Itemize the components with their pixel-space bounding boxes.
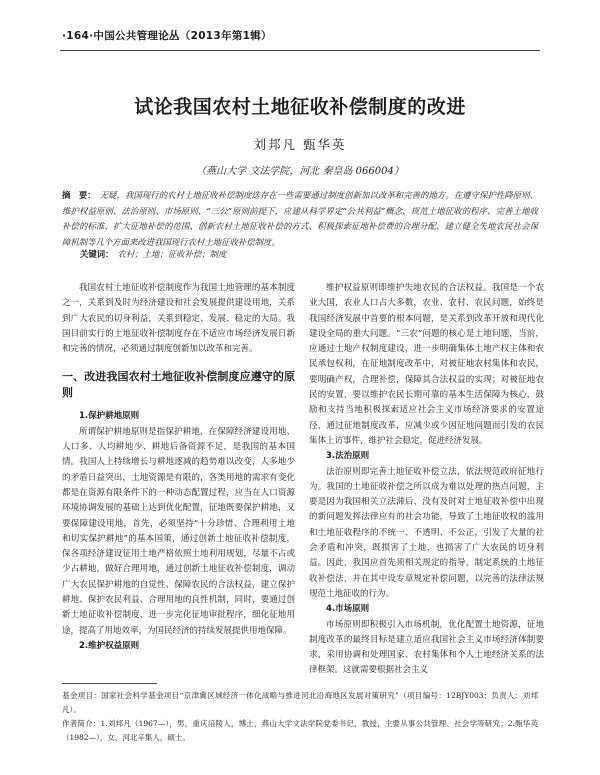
subheading-2: 2.维护权益原则 [79,640,140,651]
paragraph-4: 市场原则即积极引入市场机制，优化配置土地资源，征地制度改革的最终目标是建立适应我国社会主义市场经济体制要求，采用协调和处理国家、农村集体和个人土地经济关系的法律框架。这就需要根据社会主义 [309,619,544,676]
running-header: ·164·中国公共管理论丛（2013年第1辑） [62,30,272,42]
abstract-text: 无疑，我国现行的农村土地征收补偿制度迭存在一些需要通过制度创新加以改革和完善的地方。在遵守保护性降原则、维护权益原则、法治原则、市场原则、“三公”原则前提下，应建从科学界定“公共利益”概念、规范土地征收的程序、完善土地收补偿的标准、扩大征地补偿的范围、创新农村土地征收补偿的方式、积极探索征地补偿费的合理分配、建立健全失地农民社会保障机制等几个方面来改进我国现行农村土地征收补偿制度。 [62,190,538,247]
left-column [62,281,295,654]
footnote-fund: 基金项目：国家社会科学基金项目“京津冀区域经济一体化战略与推进河北沿海地区发展对策研究”（项目编号：12BJY003；负责人：刘邦凡）。 [62,691,538,714]
footnotes [62,689,538,745]
abstract [62,188,538,250]
paragraph-3: 法治原则即完善土地征收补偿立法，依法规范政府征地行为。我国的土地征收补偿之所以成为难以处理的热点问题，主要是因为我国相关立法滞后、没有及时对土地征收补偿中出现的新问题发挥法律应有的社会功能，导致了土地征收权的滥用和土地征收程序的不统一、不透明、不公正，引发了大量的社会矛盾和冲突，既损害了土地，也损害了广大农民的切身利益。因此，我国应首先须相关规定的指导，制定系统的土地征收补偿法，并在其中设专章规定补偿问题，以完善的法律法规规范土地征收的行为。 [309,466,544,599]
authors: 刘邦凡 甄华英 [253,137,347,152]
header-rule [60,50,540,51]
footnote-rule [62,683,157,684]
keywords [80,248,226,260]
section-heading: 一、改进我国农村土地征收补偿制度应遵守的原则 [62,370,295,400]
subheading-4: 4.市场原则 [326,604,370,615]
right-column [309,281,544,679]
keywords-text: 农村；土地；征收补偿；制度 [117,249,227,259]
abstract-label: 摘 要： [62,190,96,200]
subheading-3: 3.法治原则 [326,451,370,462]
keywords-label: 关键词： [80,249,114,259]
paragraph-2: 维护权益原则即维护失地农民的合法权益。我国是一个农业大国，农业人口占大多数，农业、农村、农民问题，始终是我国经济发展中首要的根本问题，是关系到改革开放和现代化建设全局的重大问题。“三农”问题的核心是土地问题，当前，应通过土地产权制度建设，进一步明确集体土地产权主体和农民承包权利，在征地制度改革中，对被征地农村集体和农民，要明确产权，合理补偿，保障其合法权益的实现；对被征地农民的安置，要以维护农民长期可靠的基本生活保障为核心，鼓励和支持当地积极探索适应社会主义市场经济要求的安置途径，通过征地制度改革，应减少或少因征地问题而引发的农民集体上访事件，维护社会稳定，促进经济发展。 [309,283,544,446]
affiliation: （燕山大学 文法学院，河北 秦皇岛 066004） [196,166,404,177]
paragraph-1: 所谓保护耕地原则是指保护耕地，在保障经济建设用地、人口多、人均耕地少、耕地后备资源不足，是我国的基本国情。我国人上持续增长与耕地逐减的趋势难以改变，人多地少的矛盾日益突出，土地资源是有限的，各类用地的需求有变化都是在资源有限条件下的一种动态配置过程，应当在人口资源环境协调发展的基础上达到优化配置，征地既要保护耕地，又要保障建设用地，首先，必须坚持“十分珍惜、合理利用土地和切实保护耕地”的基本国策，通过创新土地征收补偿制度，保各项经济建设征用土地严格依照土地利用规划，尽量不占或少占耕地，做好合理用地，通过创新土地征收补偿制度，调动广大农民保护耕地的自觉性、保障农民的合法权益，建立保护耕地、保护农民利益、合理用地的良性机制，同时，要通过创新土地征收补偿制度，进一步完化征地审批程序，细化征地用途，提高了用地效率，为国民经济的持续发展提供用地保障。 [62,426,295,636]
subheading-1: 1.保护耕地原则 [79,411,140,422]
paper-title: 试论我国农村土地征收补偿制度的改进 [134,96,466,118]
footnote-bio: 作者简介：1.刘邦凡（1967—），男，重庆涪陵人，博士，燕山大学文法学院党委书记，教授，主要从事公共管理、社会学等研究；2.甄华英（1982—），女，河北辛集人，硕士。 [62,719,538,742]
intro-paragraph: 我国农村土地征收补偿制度作为我国土地管理的基本制度之一，关系到及时为经济建设和社会发展提供建设用地，关系到广大农民的切身利益，关系到稳定、发展、稳定的大局。我国目前实行的土地征收补偿制度存在不适应市场经济发展日新和完善的情况，必须通过制度创新加以改革和完善。 [62,283,295,355]
